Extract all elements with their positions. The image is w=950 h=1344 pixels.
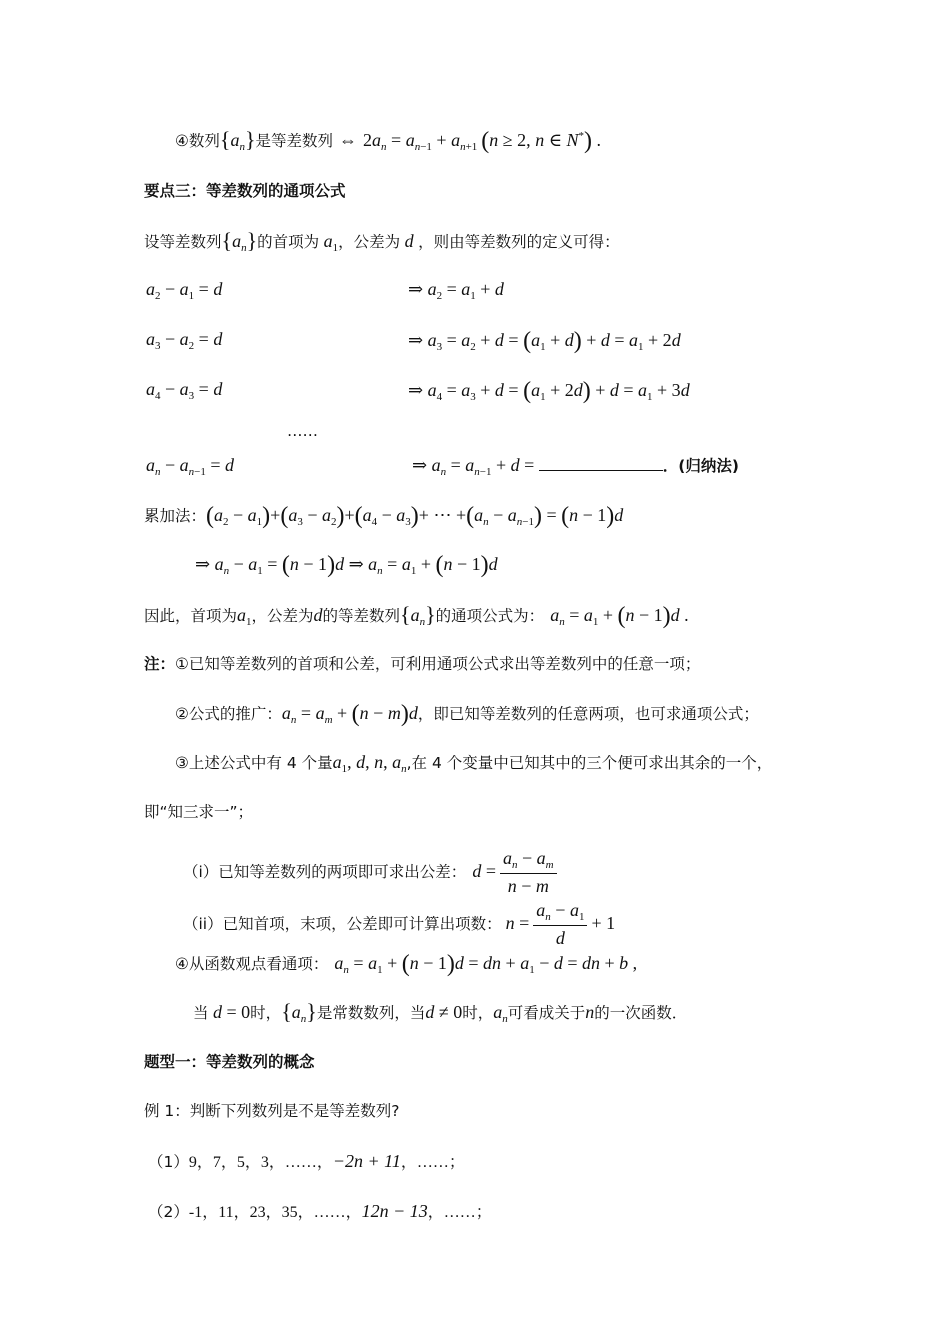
type-1-heading: 题型一：等差数列的概念	[144, 1053, 315, 1071]
answer-blank	[539, 456, 663, 471]
section-3-intro: 设等差数列$\{a_n\}$的首项为 $a_1$，公差为 d ，则由等差数列的定义可得：	[144, 228, 620, 254]
summation-result: ⇒ $a_n - a_1 = (n - 1)d$ ⇒ $a_n = a_1 + (n - 1)d$	[195, 552, 498, 578]
property-4-line: ④数列$\{a_n\}$是等差数列 ⇔ $2a_n = a_{n-1} + a_{n+1}$ (n ≥ 2, n ∈ N*) .	[175, 127, 602, 154]
property-4-mid: 是等差数列	[255, 132, 334, 150]
note-3: ③上述公式中有 4 个量$a_1$, d, n, $a_n$,在 4 个变量中已知其中的三个便可求出其余的一个，	[175, 752, 773, 775]
note-3-ii: （ii）已知首项，末项，公差即可计算出项数： n = $\frac{a_n - a_1}{d}$ + 1	[183, 900, 616, 948]
note-3-cont: 即“知三求一”；	[144, 803, 254, 821]
eq-left-n: $a_n - a_{n-1} = d$	[146, 455, 235, 478]
summation-line: 累加法：$(a_2 - a_1)+(a_3 - a_2)+(a_4 - a_3)+$ ⋯ $+(a_n - a_{n-1}) = (n - 1)d$	[144, 503, 624, 529]
section-3-heading: 要点三：等差数列的通项公式	[144, 182, 346, 200]
note-1: 注：①已知等差数列的首项和公差，可利用通项公式求出等差数列中的任意一项；	[144, 655, 701, 673]
eq-left-1: $a_2 - a_1 = d$	[146, 279, 223, 302]
ellipsis: ……	[287, 422, 318, 440]
eq-right-3: ⇒ $a_4 = a_3 + d = (a_1 + 2d) + d = a_1 + 3d$	[408, 378, 690, 404]
eq-right-n: ⇒ $a_n = a_{n-1} + d$ = ．(归纳法)	[412, 455, 739, 478]
induction-label: ．(归纳法)	[662, 457, 739, 475]
example-1-label: 例 1：判断下列数列是不是等差数列?	[144, 1102, 400, 1120]
note-2: ②公式的推广：$a_n = a_m + (n - m)d$，即已知等差数列的任意两项，也可求通项公式；	[175, 701, 759, 727]
eq-left-2: $a_3 - a_2 = d$	[146, 329, 223, 352]
note-4: ④从函数观点看通项： $a_n = a_1 + (n - 1)d$ = dn + $a_1 - d$ = dn + b ,	[175, 951, 638, 977]
eq-right-1: ⇒ $a_2 = a_1 + d$	[408, 279, 504, 302]
example-1-item-2: （2）-1，11，23，35，……，12n − 13，……；	[148, 1201, 492, 1221]
eq-right-2: ⇒ $a_3 = a_2 + d = (a_1 + d) + d = a_1 + 2d$	[408, 328, 681, 354]
property-4-prefix: ④数列	[175, 132, 220, 150]
eq-left-3: $a_4 - a_3 = d$	[146, 379, 223, 402]
example-1-item-1: （1）9，7，5，3，……，−2n + 11，……；	[148, 1151, 465, 1171]
note-label: 注：	[144, 655, 176, 673]
note-4-cont: 当 d = 0时，$\{a_n\}$是常数数列，当d ≠ 0时，$a_n$可看成关于n的一次函数．	[193, 999, 688, 1025]
general-term-conclusion: 因此，首项为$a_1$，公差为d的等差数列$\{a_n\}$的通项公式为： $a_n = a_1 + (n - 1)d$ .	[144, 602, 689, 629]
note-3-i: （i）已知等差数列的两项即可求出公差： d = $\frac{a_n - a_m}{n - m}$	[183, 846, 561, 899]
